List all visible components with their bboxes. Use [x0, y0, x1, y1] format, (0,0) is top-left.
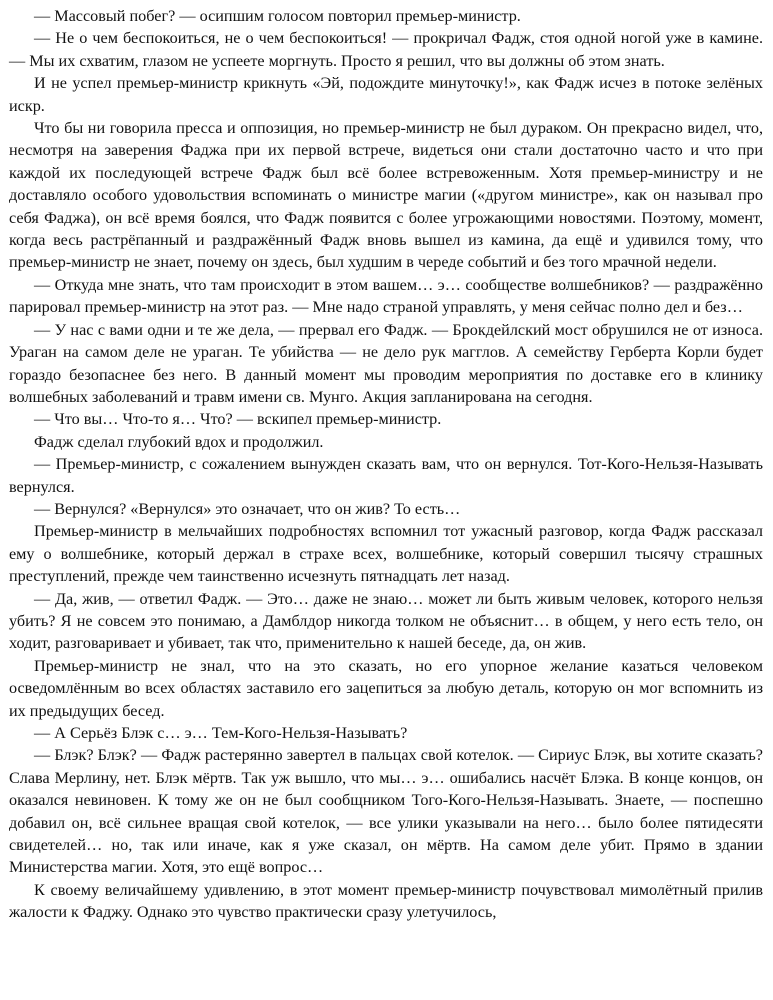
paragraph-6: — У нас с вами одни и те же дела, — прервал его Фадж. — Брокдейлский мост обрушился не от износа. Ураган на самом деле не ураган. Те убийства — не дело рук магглов. А семейству Герберта Корли будет гораздо безопаснее без него. В данный момент мы проводим мероприятия по доставке его в клинику волшебных заболеваний и травм имени св. Мунго. Акция запланирована на сегодня. [9, 320, 763, 406]
paragraph-10: — Вернулся? «Вернулся» это означает, что он жив? То есть… [34, 499, 461, 518]
paragraph-7: — Что вы… Что-то я… Что? — вскипел премьер-министр. [34, 410, 442, 429]
paragraph-3: И не успел премьер-министр крикнуть «Эй, подождите минуточку!», как Фадж исчез в потоке зелёных искр. [9, 74, 763, 115]
paragraph-14: — А Серьёз Блэк с… э… Тем-Кого-Нельзя-Называть? [34, 724, 408, 742]
paragraph-1: — Массовый побег? — осипшим голосом повторил премьер-министр. [34, 7, 521, 25]
paragraph-16: К своему величайшему удивлению, в этот момент премьер-министр почувствовал мимолётный прилив жалости к Фаджу. Однако это чувство практически сразу улетучилось, [9, 880, 763, 922]
paragraph-4: Что бы ни говорила пресса и оппозиция, но премьер-министр не был дураком. Он прекрасно видел, что, несмотря на заверения Фаджа при их первой встрече, видеться они стали достаточно часто и что при каждой их последующей встрече Фадж был всё более встревоженным. Хотя премьер-министру и не доставляло особого удовольствия вспоминать о министре магии («другом министре», как он называл про себя Фаджа), он всё время боялся, что Фадж появится с более угрожающими новостями. Поэтому, момент, когда весь растрёпанный и раздражённый Фадж вновь вышел из камина, да ещё и удивился тому, что премьер-министр не знает, почему он здесь, был худшим в череде событий и без того мрачной недели. [9, 119, 763, 272]
paragraph-12: — Да, жив, — ответил Фадж. — Это… даже не знаю… может ли быть живым человек, которого нельзя убить? Я не совсем это понимаю, а Дамблдор никогда толком не объяснит… в общем, у него есть тело, он ходит, разговаривает и убивает, так что, применительно к нашей беседе, да, он жив. [9, 589, 763, 653]
paragraph-9: — Премьер-министр, с сожалением вынужден сказать вам, что он вернулся. Тот-Кого-Нельзя-Называть вернулся. [9, 455, 763, 496]
paragraph-2: — Не о чем беспокоиться, не о чем беспокоиться! — прокричал Фадж, стоя одной ногой уже в камине. — Мы их схватим, глазом не успеете моргнуть. Просто я решил, что вы должны об этом знать. [9, 29, 763, 70]
paragraph-13: Премьер-министр не знал, что на это сказать, но его упорное желание казаться человеком осведомлённым во всех областях заставило его зацепиться за любую деталь, которую он мог вспомнить из их предыдущих бесед. [9, 656, 763, 720]
paragraph-15: — Блэк? Блэк? — Фадж растерянно завертел в пальцах свой котелок. — Сириус Блэк, вы хотите сказать? Слава Мерлину, нет. Блэк мёртв. Так уж вышло, что мы… э… ошибались насчёт Блэка. В конце концов, он оказался невиновен. К тому же он не был сообщником Того-Кого-Нельзя-Называть. Знаете, — поспешно добавил он, всё сильнее вращая свой котелок, — все улики указывали на него… было более пятидесяти свидетелей… но, так или иначе, как я уже сказал, он мёртв. На самом деле убит. Прямо в здании Министерства магии. Хотя, это ещё вопрос… [9, 746, 763, 877]
paragraph-5: — Откуда мне знать, что там происходит в этом вашем… э… сообществе волшебников? — раздражённо парировал премьер-министр на этот раз. — Мне надо страной управлять, у меня сейчас полно дел и без… [9, 275, 763, 317]
paragraph-8: Фадж сделал глубокий вдох и продолжил. [34, 432, 324, 451]
paragraph-11: Премьер-министр в мельчайших подробностях вспомнил тот ужасный разговор, когда Фадж рассказал ему о волшебнике, который держал в страхе всех, волшебнике, который совершил тысячу страшных преступлений, прежде чем таинственно исчезнуть пятнадцать лет назад. [9, 522, 763, 586]
